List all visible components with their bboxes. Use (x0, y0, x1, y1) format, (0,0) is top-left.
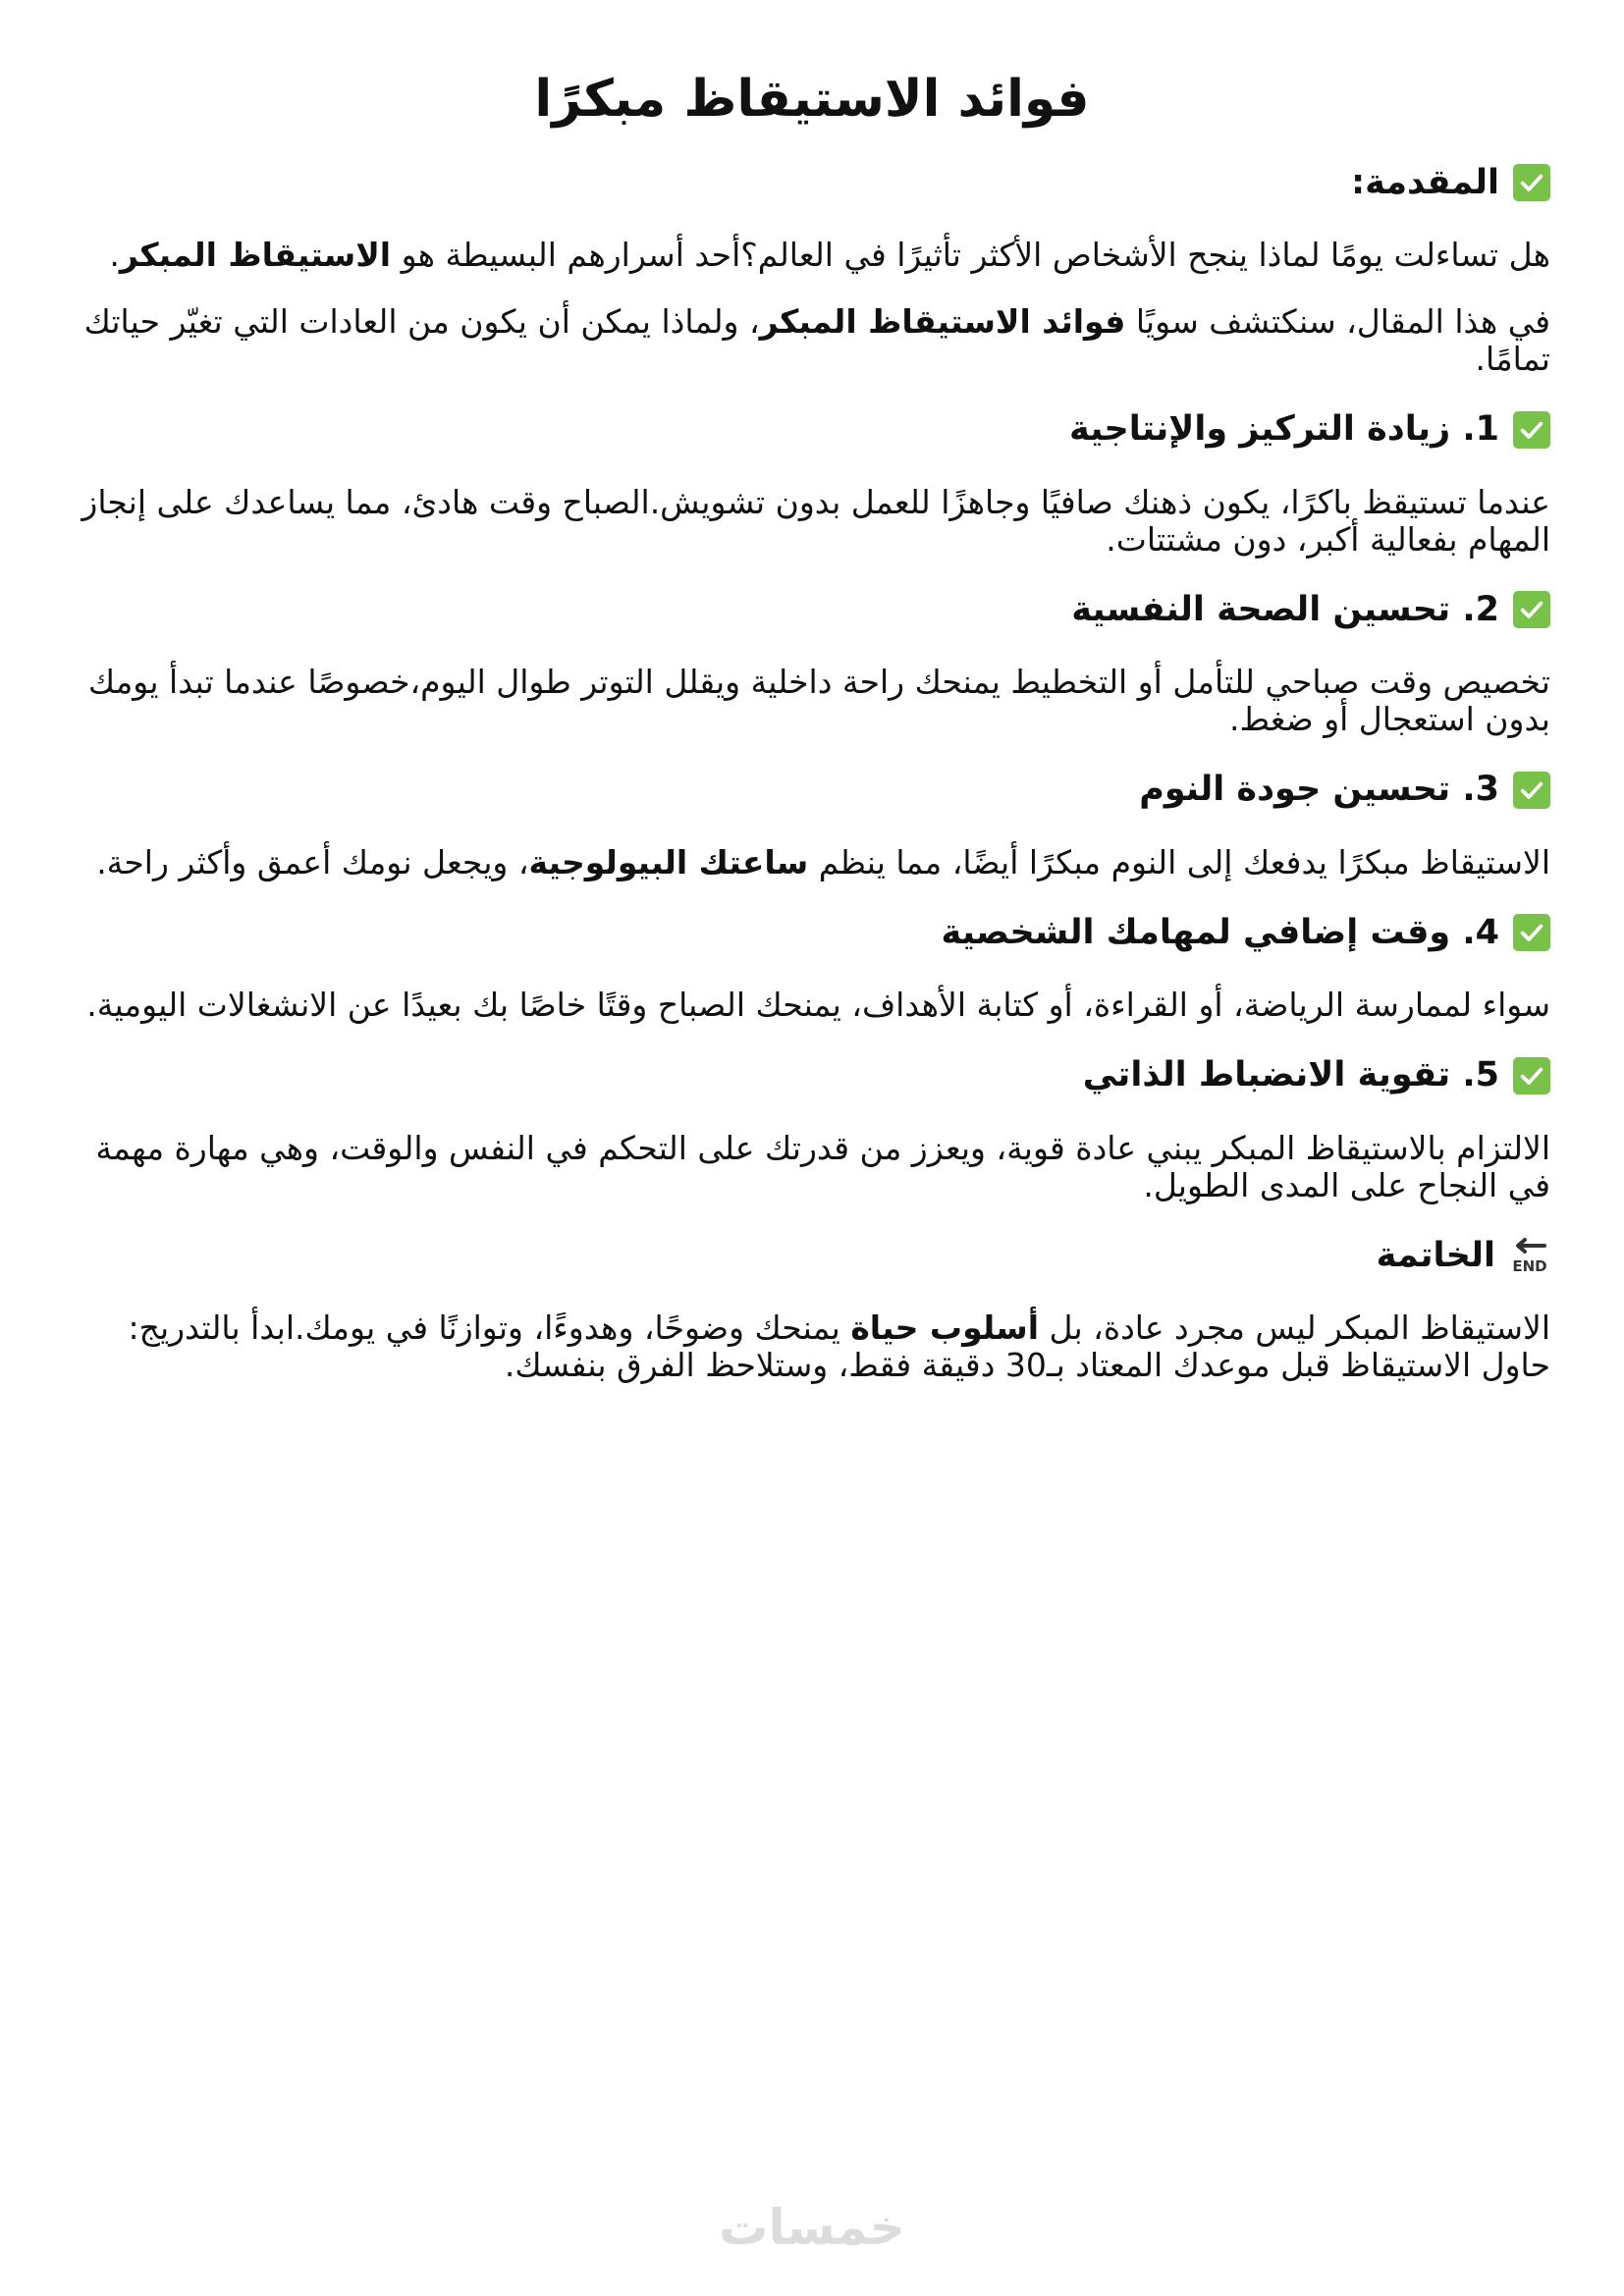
conclusion-paragraph: الاستيقاظ المبكر ليس مجرد عادة، بل أسلوب حياة يمنحك وضوحًا، وهدوءًا، وتوازنًا في يومك.ابدأ بالتدريج: حاول الاستيقاظ قبل موعدك المعتاد بـ30 دقيقة فقط، وستلاحظ الفرق بنفسك. (128, 1308, 1550, 1385)
section-paragraph-2: تخصيص وقت صباحي للتأمل أو التخطيط يمنحك راحة داخلية ويقلل التوتر طوال اليوم،خصوصًا عندما تبدأ يومك بدون استعجال أو ضغط. (87, 663, 1550, 739)
check-mark-icon (1513, 914, 1550, 951)
intro-heading (74, 161, 1550, 206)
svg-text:END: END (1512, 1257, 1547, 1276)
section-heading-3: 3. تحسين جودة النوم (74, 768, 1550, 813)
section-heading-2: 2. تحسين الصحة النفسية (74, 588, 1550, 633)
section-heading-5: 5. تقوية الانضباط الذاتي (74, 1053, 1550, 1098)
section-paragraph-1: عندما تستيقظ باكرًا، يكون ذهنك صافيًا وجاهزًا للعمل بدون تشويش.الصباح وقت هادئ، مما يساعدك على إنجاز المهام بفعالية أكبر، دون مشتتات. (81, 482, 1550, 559)
intro-paragraph-2: في هذا المقال، سنكتشف سويًا فوائد الاستيقاظ المبكر، ولماذا يمكن أن يكون من العادات التي تغيّر حياتك تمامًا. (83, 302, 1550, 379)
section-heading-1: 1. زيادة التركيز والإنتاجية (74, 407, 1550, 453)
check-mark-icon (1513, 411, 1550, 449)
section-paragraph-4: سواء لممارسة الرياضة، أو القراءة، أو كتابة الأهداف، يمنحك الصباح وقتًا خاصًا بك بعيدًا عن الانشغالات اليومية. (86, 986, 1550, 1025)
check-mark-icon (1513, 164, 1550, 201)
conclusion-heading: END الخاتمة (74, 1234, 1550, 1279)
intro-heading-text: المقدمة: (1351, 162, 1499, 202)
page-title: فوائد الاستيقاظ مبكرًا (534, 70, 1090, 129)
section-heading-4: 4. وقت إضافي لمهامك الشخصية (74, 911, 1550, 956)
end-arrow-icon (1509, 1236, 1550, 1275)
watermark-logo: خمسات (719, 2199, 905, 2256)
check-mark-icon (1513, 1057, 1550, 1095)
check-mark-icon (1513, 591, 1550, 628)
section-paragraph-3: الاستيقاظ مبكرًا يدفعك إلى النوم مبكرًا أيضًا، مما ينظم ساعتك البيولوجية، ويجعل نومك أعمق وأكثر راحة. (96, 842, 1550, 881)
intro-paragraph-1: هل تساءلت يومًا لماذا ينجح الأشخاص الأكثر تأثيرًا في العالم؟أحد أسرارهم البسيطة هو الاستيقاظ المبكر. (109, 236, 1550, 275)
check-mark-icon (1513, 772, 1550, 809)
section-paragraph-5: الالتزام بالاستيقاظ المبكر يبني عادة قوية، ويعزز من قدرتك على التحكم في النفس والوقت، وهي مهارة مهمة في النجاح على المدى الطويل. (95, 1128, 1550, 1204)
